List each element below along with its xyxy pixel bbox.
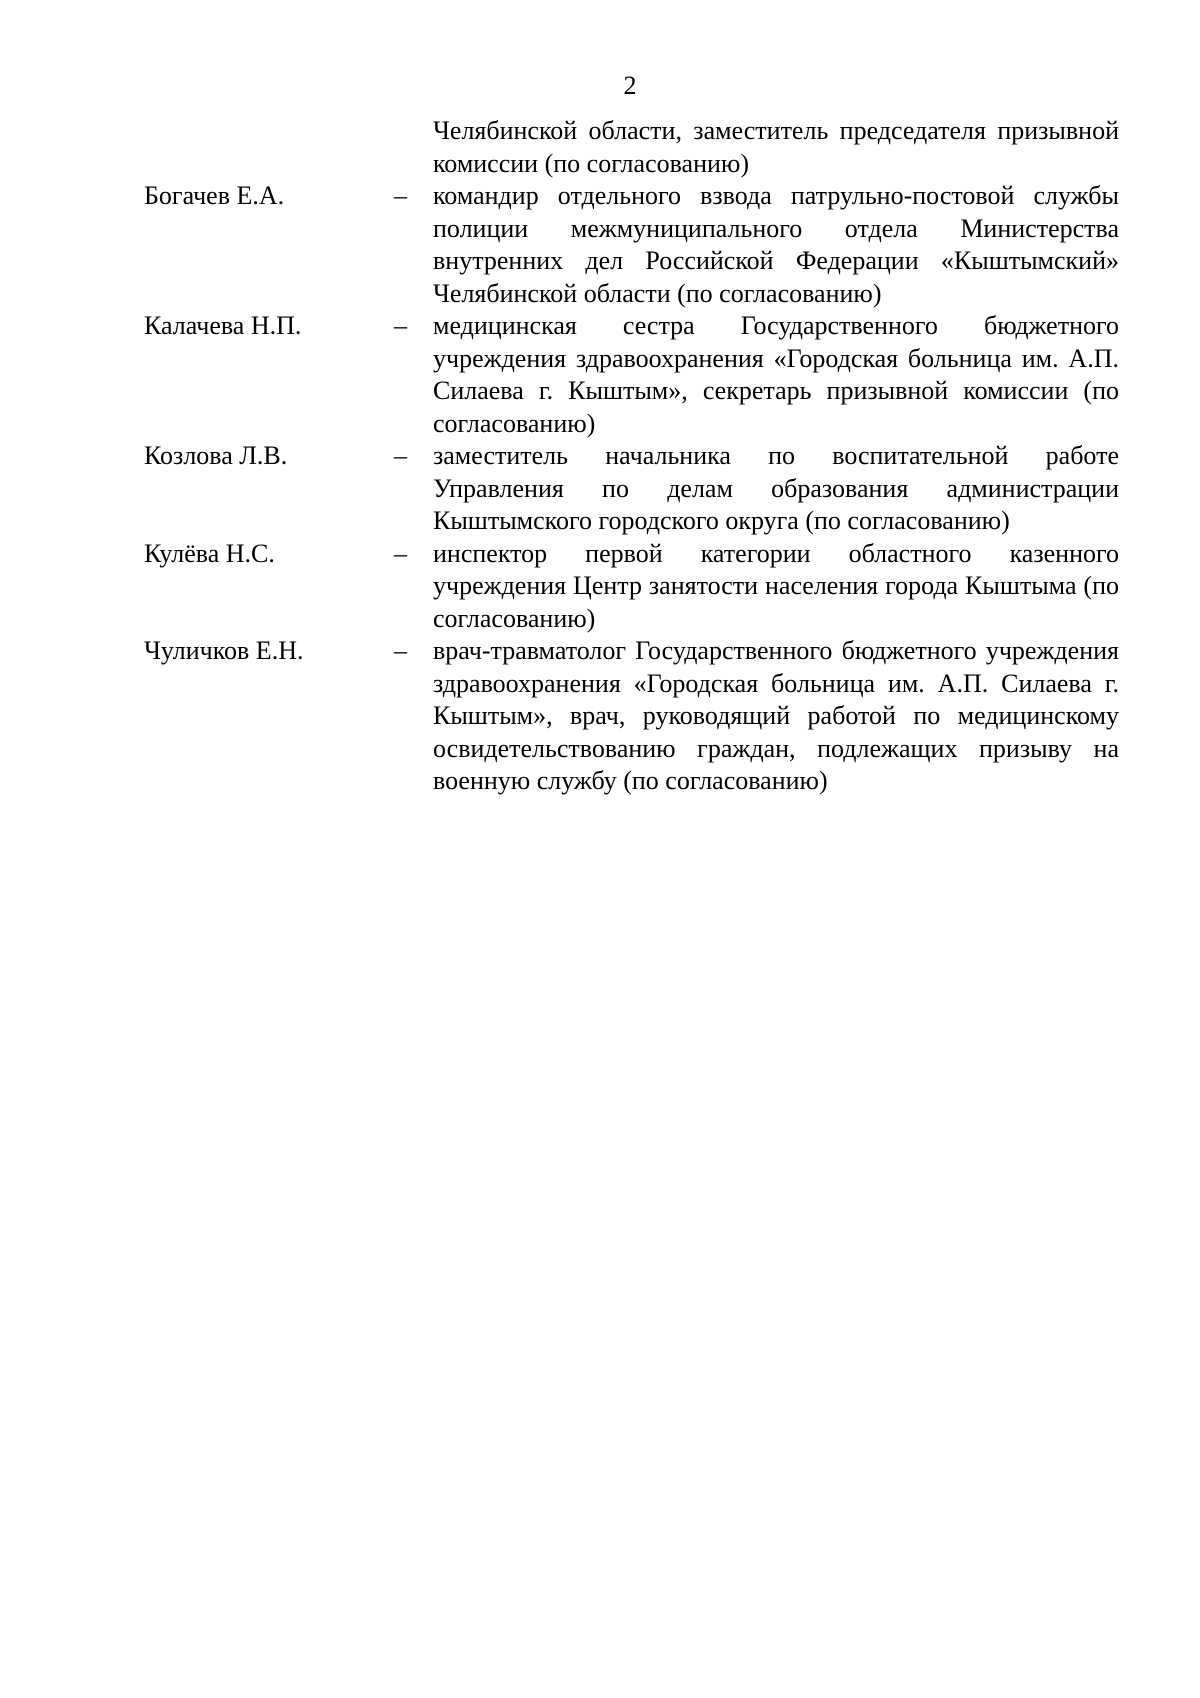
previous-entry-continuation: Челябинской области, заместитель председателя призывной комиссии (по согласованию) [433,116,1119,178]
entry-dash: – [394,441,407,470]
entry-dash: – [394,181,407,210]
member-name: Чуличков Е.Н. [144,636,304,665]
entry-dash: – [394,538,407,568]
member-name: Калачева Н.П. [144,311,302,340]
member-name: Богачев Е.А. [144,181,285,210]
member-entry [144,635,1119,798]
member-name: Кулёва Н.С. [144,538,275,568]
entry-dash: – [394,311,407,340]
member-position: врач-травматолог Государственного бюджетного учреждения здравоохранения «Городская больница им. А.П. Силаева г. Кыштым», врач, руководящий работой по медицинскому освидетельствованию граждан, подлежащих призыву на военную службу (по согласованию) [433,636,1119,795]
member-entry [144,310,1119,440]
entry-dash: – [394,636,407,665]
member-entry [144,538,1119,636]
member-position: заместитель начальника по воспитательной работе Управления по делам образования администрации Кыштымского городского округа (по согласованию) [433,441,1119,535]
page-number: 2 [623,71,637,100]
commission-member-list [144,115,1119,798]
member-entry [144,440,1119,538]
member-position: командир отдельного взвода патрульно-постовой службы полиции межмуниципального отдела Министерства внутренних дел Российской Федерации «Кыштымский» Челябинской области (по согласованию) [433,181,1119,308]
member-name: Козлова Л.В. [144,441,288,470]
member-position: инспектор первой категории областного казенного учреждения Центр занятости населения города Кыштыма (по согласованию) [433,538,1119,633]
member-entry [144,180,1119,310]
member-position: медицинская сестра Государственного бюджетного учреждения здравоохранения «Городская больница им. А.П. Силаева г. Кыштым», секретарь призывной комиссии (по согласованию) [433,311,1119,438]
